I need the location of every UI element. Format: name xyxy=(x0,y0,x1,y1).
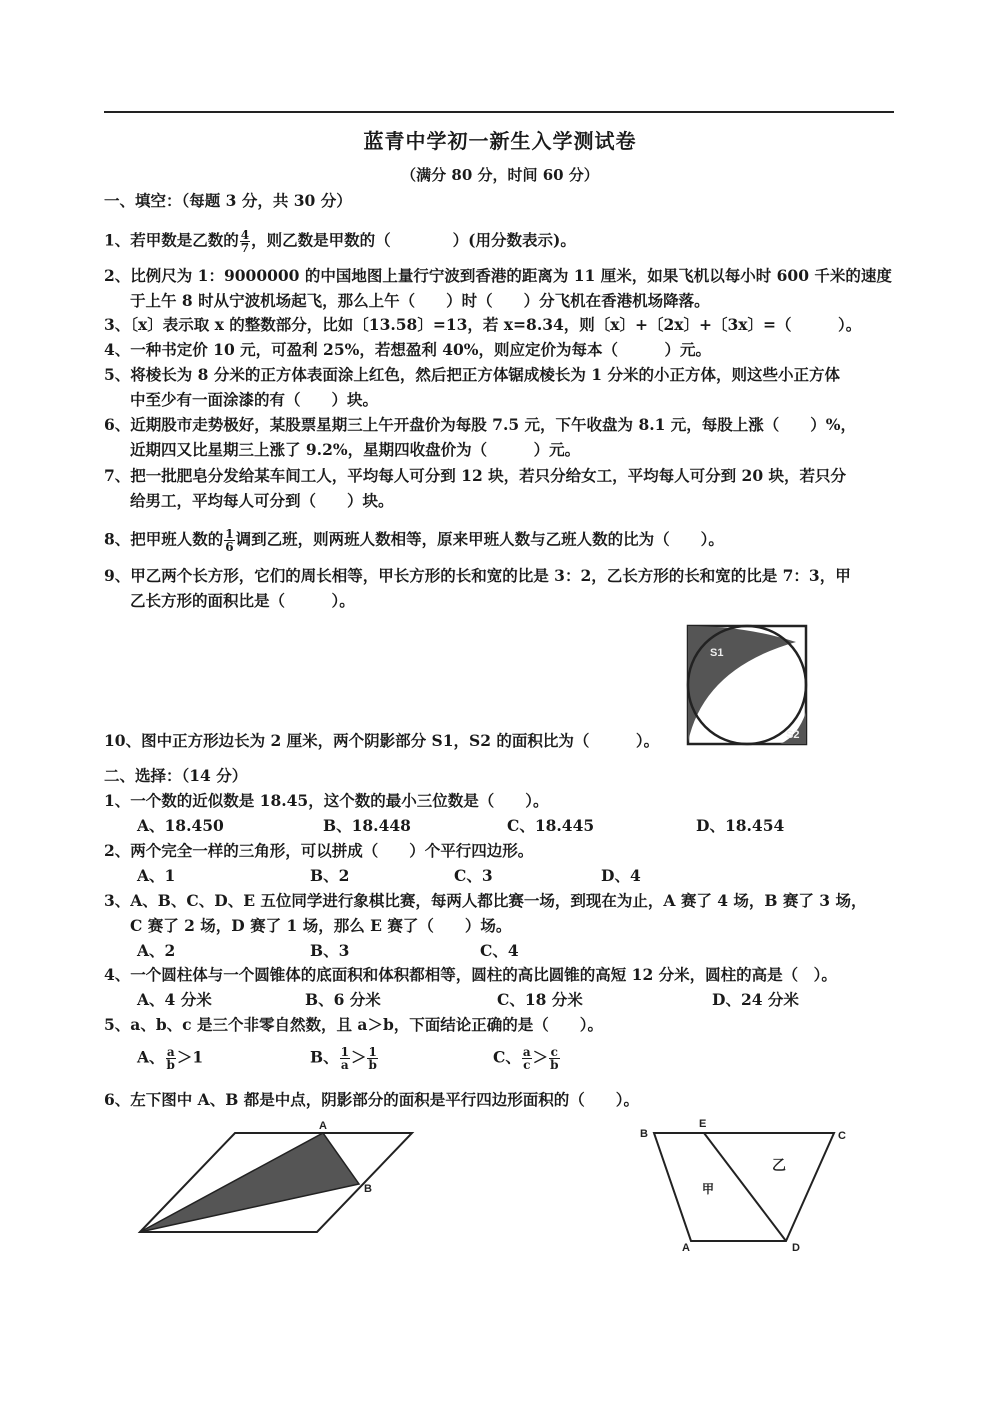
q2-5-b-num2: 1 xyxy=(368,1045,377,1059)
q2-5-b-num1: 1 xyxy=(340,1045,349,1059)
q2-4-option-d: D、24 分米 xyxy=(712,990,799,1009)
question-1-7-line2: 给男工，平均每人可分到（ ）块。 xyxy=(130,491,394,510)
label-s2: S2 xyxy=(786,729,800,741)
q8-text-a: 8、把甲班人数的 xyxy=(104,529,224,549)
q2-5-c-label: C、 xyxy=(493,1047,521,1067)
section2-heading: 二、选择：（14 分） xyxy=(104,766,248,785)
parallelogram-figure xyxy=(130,1118,420,1240)
q2-3-option-a: A、2 xyxy=(137,941,176,960)
q2-5-c-num2: c xyxy=(550,1045,558,1059)
q8-text-b: 调到乙班，则两班人数相等，原来甲班人数与乙班人数的比为（ ）。 xyxy=(235,529,724,549)
q2-1-option-a: A、18.450 xyxy=(137,816,224,835)
q2-2-option-a: A、1 xyxy=(137,866,176,885)
q2-4-option-a: A、4 分米 xyxy=(137,990,212,1009)
question-2-6: 6、左下图中 A、B 都是中点，阴影部分的面积是平行四边形面积的（ ）。 xyxy=(104,1090,639,1109)
question-1-4: 4、一种书定价 10 元，可盈利 25%，若想盈利 40%，则应定价为每本（ ）元。 xyxy=(104,340,712,359)
q2-5-a-rest: ＞1 xyxy=(176,1047,204,1067)
square-circle-figure xyxy=(686,624,808,746)
q2-3-option-c: C、4 xyxy=(480,941,519,960)
q2-5-c-fraction1 xyxy=(522,1046,532,1071)
question-1-5-line1: 5、将棱长为 8 分米的正方体表面涂上红色，然后把正方体锯成棱长为 1 分米的小正方体，则这些小正方体 xyxy=(104,365,840,384)
q2-4-option-b: B、6 分米 xyxy=(305,990,381,1009)
q1-denominator: 7 xyxy=(240,241,250,255)
question-1-6-line1: 6、近期股市走势极好，某股票星期三上午开盘价为每股 7.5 元，下午收盘为 8.1 元，每股上涨（ ）%， xyxy=(104,415,857,434)
shaded-triangle xyxy=(140,1133,359,1232)
label-b: B xyxy=(364,1183,372,1195)
q2-5-c-op: ＞ xyxy=(532,1047,549,1067)
label-yi: 乙 xyxy=(772,1158,786,1174)
diagonal-ed xyxy=(704,1133,786,1241)
question-2-1: 1、一个数的近似数是 18.45，这个数的最小三位数是（ ）。 xyxy=(104,791,549,810)
question-2-2: 2、两个完全一样的三角形，可以拼成（ ）个平行四边形。 xyxy=(104,841,534,860)
q8-fraction xyxy=(224,528,234,553)
q2-5-c-fraction2 xyxy=(549,1046,559,1071)
question-1-9-line2: 乙长方形的面积比是（ ）。 xyxy=(130,591,355,610)
q8-numerator: 1 xyxy=(225,527,234,541)
q2-5-option-a xyxy=(137,1046,203,1071)
q2-5-b-fraction2 xyxy=(367,1046,377,1071)
label-b: B xyxy=(640,1128,648,1140)
q2-5-option-c xyxy=(493,1046,561,1071)
q2-1-option-c: C、18.445 xyxy=(507,816,595,835)
q2-2-option-b: B、2 xyxy=(310,866,350,885)
q2-2-option-d: D、4 xyxy=(601,866,641,885)
question-1-2-line1: 2、比例尺为 1：9000000 的中国地图上量行宁波到香港的距离为 11 厘米，如果飞机以每小时 600 千米的速度 xyxy=(104,266,892,285)
question-2-3-line1: 3、A、B、C、D、E 五位同学进行象棋比赛，每两人都比赛一场，到现在为止，A 赛了 4 场，B 赛了 3 场， xyxy=(104,891,867,910)
trapezoid-figure xyxy=(636,1118,856,1258)
q2-5-a-fraction xyxy=(166,1046,176,1071)
question-1-9-line1: 9、甲乙两个长方形，它们的周长相等，甲长方形的长和宽的比是 3：2，乙长方形的长和宽的比是 7：3，甲 xyxy=(104,566,851,585)
question-2-3-line2: C 赛了 2 场，D 赛了 1 场，那么 E 赛了（ ）场。 xyxy=(130,916,512,935)
question-1-7-line1: 7、把一批肥皂分发给某车间工人，平均每人可分到 12 块，若只分给女工，平均每人可分到 20 块，若只分 xyxy=(104,466,847,485)
label-d: D xyxy=(792,1242,800,1254)
label-a: A xyxy=(319,1120,327,1132)
question-1-1 xyxy=(104,229,576,254)
q2-5-a-den: b xyxy=(166,1058,175,1072)
exam-subtitle: （满分 80 分，时间 60 分） xyxy=(401,166,599,184)
q2-5-b-fraction1 xyxy=(340,1046,350,1071)
label-c: C xyxy=(838,1130,846,1142)
label-jia: 甲 xyxy=(702,1182,715,1196)
q1-text-b: ，则乙数是甲数的（ ）(用分数表示)。 xyxy=(251,230,576,250)
top-rule xyxy=(104,111,894,113)
q2-5-c-num1: a xyxy=(522,1045,531,1059)
question-1-6-line2: 近期四又比星期三上涨了 9.2%，星期四收盘价为（ ）元。 xyxy=(130,440,581,459)
question-1-3: 3、〔x〕表示取 x 的整数部分，比如〔13.58〕=13，若 x=8.34，则〔x〕+〔2x〕+〔3x〕=（ ）。 xyxy=(104,315,862,334)
label-a: A xyxy=(682,1242,690,1254)
label-s1: S1 xyxy=(710,647,724,659)
q2-5-b-op: ＞ xyxy=(350,1047,367,1067)
label-e: E xyxy=(699,1118,707,1130)
q2-5-option-b xyxy=(310,1046,379,1071)
q2-5-b-den2: b xyxy=(368,1058,377,1072)
question-1-5-line2: 中至少有一面涂漆的有（ ）块。 xyxy=(130,390,379,409)
question-2-4: 4、一个圆柱体与一个圆锥体的底面积和体积都相等，圆柱的高比圆锥的高短 12 分米，圆柱的高是（ ）。 xyxy=(104,965,837,984)
q2-1-option-b: B、18.448 xyxy=(323,816,411,835)
q8-denominator: 6 xyxy=(225,540,234,554)
question-2-5: 5、a、b、c 是三个非零自然数，且 a＞b，下面结论正确的是（ ）。 xyxy=(104,1015,604,1034)
q2-4-option-c: C、18 分米 xyxy=(497,990,583,1009)
q2-2-option-c: C、3 xyxy=(454,866,493,885)
q2-5-b-den1: a xyxy=(340,1058,349,1072)
question-1-8 xyxy=(104,528,724,553)
q1-text-a: 1、若甲数是乙数的 xyxy=(104,230,239,250)
q2-3-option-b: B、3 xyxy=(310,941,350,960)
question-1-10: 10、图中正方形边长为 2 厘米，两个阴影部分 S1，S2 的面积比为（ ）。 xyxy=(104,731,660,750)
q2-5-c-den2: b xyxy=(550,1058,559,1072)
q2-1-option-d: D、18.454 xyxy=(696,816,785,835)
exam-title: 蓝青中学初一新生入学测试卷 xyxy=(363,129,637,153)
question-1-2-line2: 于上午 8 时从宁波机场起飞，那么上午（ ）时（ ）分飞机在香港机场降落。 xyxy=(130,291,710,310)
section1-heading: 一、填空：（每题 3 分，共 30 分） xyxy=(104,191,352,210)
q1-fraction xyxy=(240,229,250,254)
q1-numerator: 4 xyxy=(240,228,250,242)
q2-5-b-label: B、 xyxy=(310,1047,339,1067)
q2-5-c-den1: c xyxy=(523,1058,531,1072)
q2-5-a-num: a xyxy=(166,1045,175,1059)
q2-5-a-label: A、 xyxy=(137,1047,165,1067)
